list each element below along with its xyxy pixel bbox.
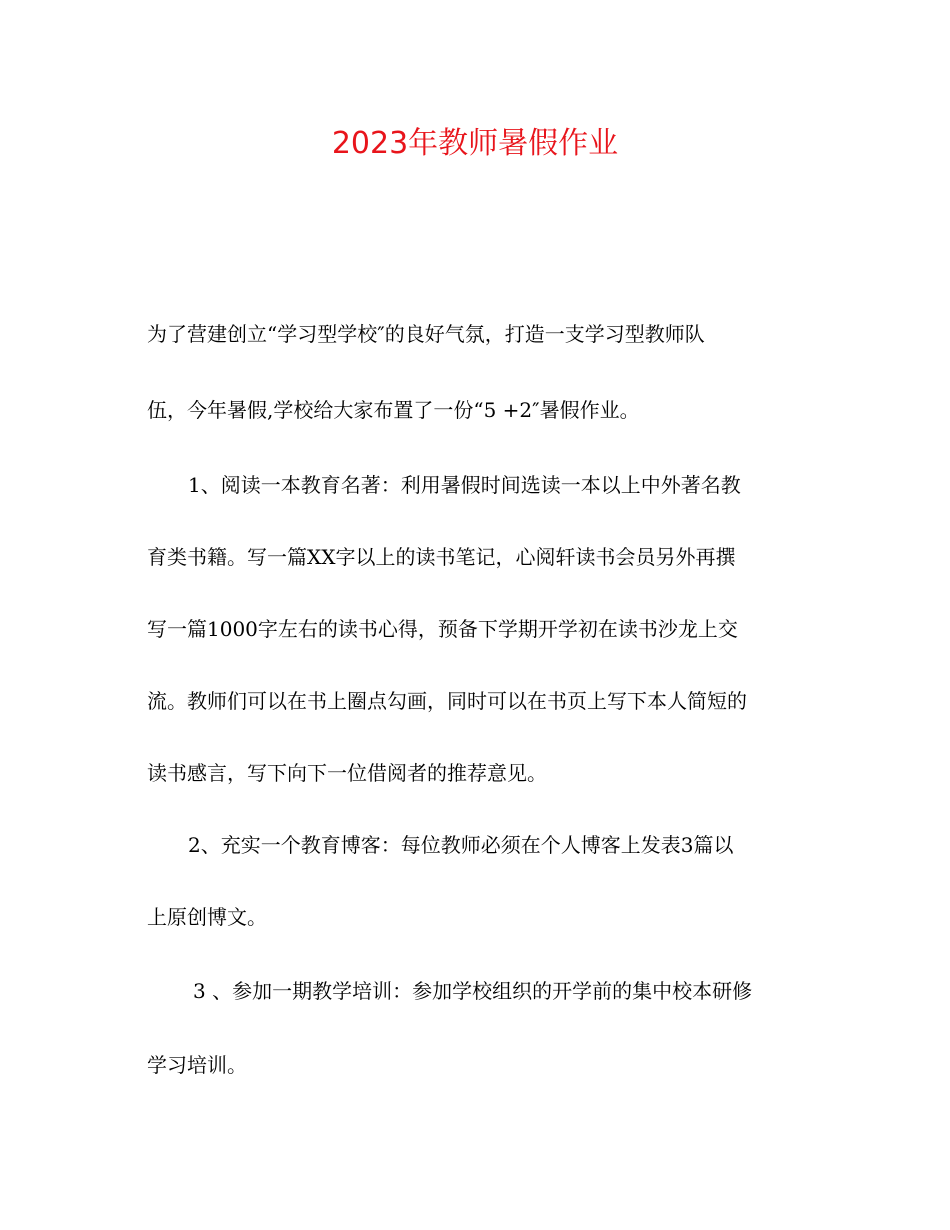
document-title: 2023年教师暑假作业: [331, 126, 619, 161]
paragraph-line: 上原创博文。: [147, 905, 267, 929]
paragraph-line: 3 、参加一期教学培训：参加学校组织的开学前的集中校本研修: [193, 979, 753, 1003]
paragraph-line: 流。教师们可以在书上圈点勾画，同时可以在书页上写下本人简短的: [147, 689, 747, 713]
paragraph-line: 学习培训。: [147, 1053, 247, 1077]
paragraph-line: 育类书籍。写一篇XX字以上的读书笔记，心阅轩读书会员另外再撰: [147, 545, 736, 569]
paragraph-line: 读书感言，写下向下一位借阅者的推荐意见。: [147, 761, 547, 785]
paragraph-line: 1、阅读一本教育名著：利用暑假时间选读一本以上中外著名教: [188, 473, 741, 497]
paragraph-line: 写一篇1000字左右的读书心得，预备下学期开学初在读书沙龙上交: [147, 617, 738, 641]
paragraph-line: 为了营建创立“学习型学校″的良好气氛，打造一支学习型教师队: [147, 322, 705, 346]
paragraph-line: 2、充实一个教育博客：每位教师必须在个人博客上发表3篇以: [188, 833, 734, 857]
paragraph-line: 伍，今年暑假,学校给大家布置了一份“5 +2″暑假作业。: [147, 398, 640, 422]
